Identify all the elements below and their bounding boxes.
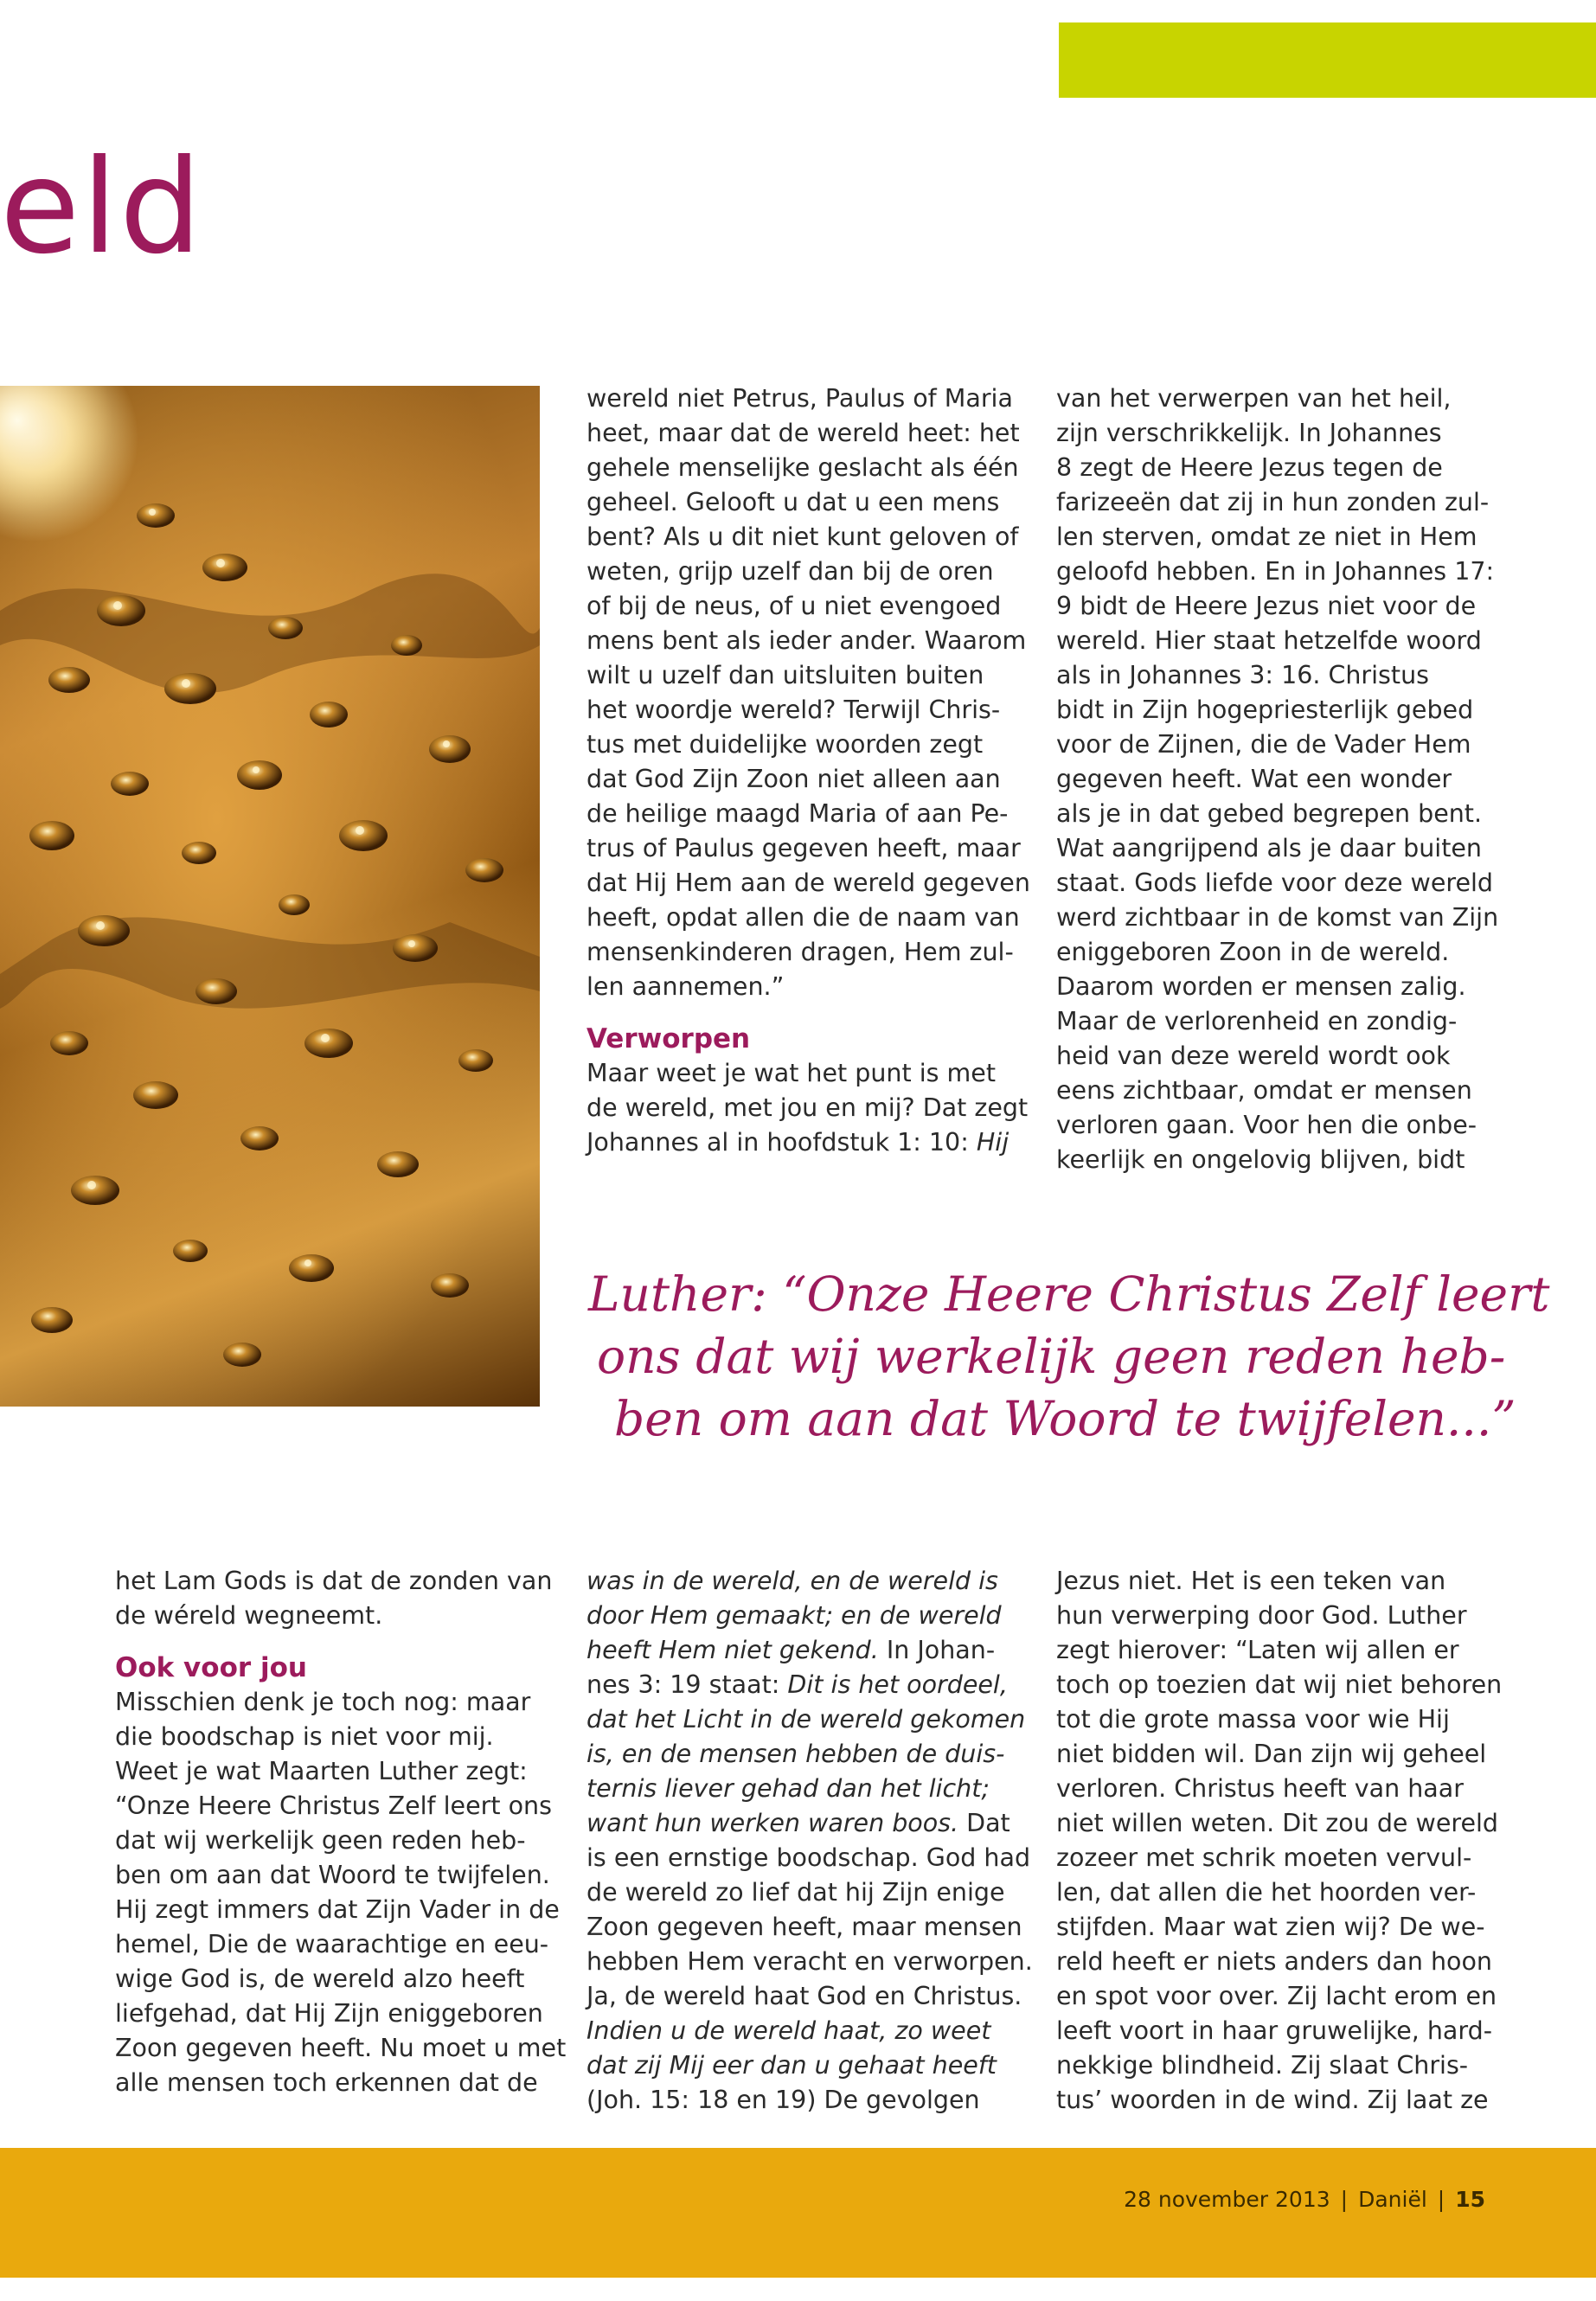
text-line: als je in dat gebed begrepen bent. bbox=[1056, 799, 1483, 828]
text-line: hun verwerping door God. Luther bbox=[1056, 1601, 1467, 1630]
text-line: reld heeft er niets anders dan hoon bbox=[1056, 1947, 1492, 1976]
text-line: Daarom worden er mensen zalig. bbox=[1056, 972, 1466, 1001]
text-line: van het verwerpen van het heil, bbox=[1056, 384, 1452, 413]
text-line: zegt hierover: “Laten wij allen er bbox=[1056, 1636, 1459, 1664]
text-line: dat Hij Hem aan de wereld gegeven bbox=[586, 868, 1030, 897]
text-line: het Lam Gods is dat de zonden van bbox=[115, 1567, 553, 1595]
text-line: voor de Zijnen, die de Vader Hem bbox=[1056, 730, 1471, 759]
text-line: (Joh. 15: 18 en 19) De gevolgen bbox=[586, 2086, 980, 2114]
text-line: is een ernstige boodschap. God had bbox=[586, 1843, 1031, 1872]
text-line: Zoon gegeven heeft. Nu moet u met bbox=[115, 2034, 567, 2062]
text-line: gegeven heeft. Wat een wonder bbox=[1056, 765, 1452, 793]
text-line: Ja, de wereld haat God en Christus. bbox=[586, 1982, 1022, 2010]
text-line: de wéreld wegneemt. bbox=[115, 1601, 383, 1630]
text-line: tus met duidelijke woorden zegt bbox=[586, 730, 984, 759]
text-line: of bij de neus, of u niet evengoed bbox=[586, 592, 1002, 620]
text-line: de wereld, met jou en mij? Dat zegt bbox=[586, 1093, 1029, 1122]
text-line: mens bent als ieder ander. Waarom bbox=[586, 626, 1027, 655]
text-line: verloren. Christus heeft van haar bbox=[1056, 1774, 1464, 1803]
text-line bbox=[586, 1633, 1019, 1668]
text-line: eniggeboren Zoon in de wereld. bbox=[1056, 938, 1450, 966]
scripture-quote: heeft Hem niet gekend. bbox=[586, 1636, 879, 1664]
text-line: “Onze Heere Christus Zelf leert ons bbox=[115, 1791, 552, 1820]
text-line: heeft, opdat allen die de naam van bbox=[586, 903, 1020, 932]
text-line: tot die grote massa voor wie Hij bbox=[1056, 1705, 1450, 1734]
text-line: als in Johannes 3: 16. Christus bbox=[1056, 661, 1429, 689]
text-line: Jezus niet. Het is een teken van bbox=[1056, 1567, 1446, 1595]
text-line: dat zij Mij eer dan u gehaat heeft bbox=[586, 2051, 997, 2080]
text-line: het woordje wereld? Terwijl Chris- bbox=[586, 695, 1001, 724]
text-line: ternis liever gehad dan het licht; bbox=[586, 1774, 990, 1803]
text-line: dat wij werkelijk geen reden heb- bbox=[115, 1826, 526, 1855]
text-line: 8 zegt de Heere Jezus tegen de bbox=[1056, 453, 1443, 482]
text-line: wige God is, de wereld alzo heeft bbox=[115, 1965, 525, 1993]
text-line: Weet je wat Maarten Luther zegt: bbox=[115, 1757, 528, 1785]
text-line: en spot voor over. Zij lacht erom en bbox=[1056, 1982, 1497, 2010]
text-line bbox=[586, 1668, 1019, 1702]
article-photo bbox=[0, 386, 540, 1407]
text-line: niet bidden wil. Dan zijn wij geheel bbox=[1056, 1740, 1487, 1768]
text-line: leeft voort in haar gruwelijke, hard- bbox=[1056, 2016, 1492, 2045]
text-line: door Hem gemaakt; en de wereld bbox=[586, 1601, 1002, 1630]
text-line: Zoon gegeven heeft, maar mensen bbox=[586, 1913, 1022, 1941]
text-line: len sterven, omdat ze niet in Hem bbox=[1056, 522, 1477, 551]
footer-separator: | bbox=[1437, 2187, 1445, 2212]
text-line: geheel. Gelooft u dat u een mens bbox=[586, 488, 1000, 516]
text-line: hemel, Die de waarachtige en eeu- bbox=[115, 1930, 549, 1958]
article-column-top-right bbox=[1056, 381, 1499, 1177]
text-line: Wat aangrijpend als je daar buiten bbox=[1056, 834, 1482, 862]
text-line: zozeer met schrik moeten vervul- bbox=[1056, 1843, 1472, 1872]
text-line bbox=[586, 1125, 1019, 1160]
text-line: Maar de verlorenheid en zondig- bbox=[1056, 1007, 1458, 1035]
text-line: nekkige blindheid. Zij slaat Chris- bbox=[1056, 2051, 1469, 2080]
text-line: Maar weet je wat het punt is met bbox=[586, 1059, 997, 1087]
text-line: dat het Licht in de wereld gekomen bbox=[586, 1705, 1026, 1734]
text-line: niet willen weten. Dit zou de wereld bbox=[1056, 1809, 1498, 1837]
text-line: zijn verschrikkelijk. In Johannes bbox=[1056, 419, 1442, 447]
accent-color-bar bbox=[1059, 22, 1596, 98]
text-line: hebben Hem veracht en verworpen. bbox=[586, 1947, 1033, 1976]
text-line: eens zichtbaar, omdat er mensen bbox=[1056, 1076, 1472, 1105]
text-line: mensenkinderen dragen, Hem zul- bbox=[586, 938, 1014, 966]
text-line: is, en de mensen hebben de duis- bbox=[586, 1740, 1005, 1768]
text-line: bent? Als u dit niet kunt geloven of bbox=[586, 522, 1019, 551]
footer-separator: | bbox=[1340, 2187, 1349, 2212]
text-line: de wereld zo lief dat hij Zijn enige bbox=[586, 1878, 1005, 1907]
text-line: staat. Gods liefde voor deze wereld bbox=[1056, 868, 1494, 897]
pull-quote bbox=[588, 1263, 1548, 1450]
text-line: wereld. Hier staat hetzelfde woord bbox=[1056, 626, 1482, 655]
water-droplets-image bbox=[0, 386, 540, 1407]
page-headline: eld bbox=[0, 132, 204, 283]
text-line: die boodschap is niet voor mij. bbox=[115, 1722, 494, 1751]
text-fragment: In Johan- bbox=[878, 1636, 996, 1664]
text-line: wilt u uzelf dan uitsluiten buiten bbox=[586, 661, 984, 689]
section-heading-verworpen: Verworpen bbox=[586, 1023, 751, 1054]
text-line: len, dat allen die het hoorden ver- bbox=[1056, 1878, 1477, 1907]
text-line: was in de wereld, en de wereld is bbox=[586, 1567, 998, 1595]
text-line: Hij zegt immers dat Zijn Vader in de bbox=[115, 1895, 560, 1924]
article-column-top-left bbox=[586, 381, 1030, 1160]
text-line: trus of Paulus gegeven heeft, maar bbox=[586, 834, 1021, 862]
text-line: Misschien denk je toch nog: maar bbox=[115, 1688, 531, 1716]
text-line: 9 bidt de Heere Jezus niet voor de bbox=[1056, 592, 1477, 620]
text-line: stijfden. Maar wat zien wij? De we- bbox=[1056, 1913, 1485, 1941]
scripture-quote: want hun werken waren boos. bbox=[586, 1809, 959, 1837]
text-line: toch op toezien dat wij niet behoren bbox=[1056, 1670, 1503, 1699]
article-column-bottom-left bbox=[115, 1564, 567, 2100]
scripture-quote: Hij bbox=[976, 1128, 1010, 1157]
magazine-name: Daniël bbox=[1358, 2187, 1427, 2212]
pull-quote-line: Luther: “Onze Heere Christus Zelf leert bbox=[588, 1266, 1550, 1322]
text-fragment: Johannes al in hoofdstuk 1: 10: bbox=[586, 1128, 977, 1157]
text-fragment: nes 3: 19 staat: bbox=[586, 1670, 788, 1699]
text-line: weten, grijp uzelf dan bij de oren bbox=[586, 557, 994, 586]
pull-quote-line: ons dat wij werkelijk geen reden heb- bbox=[597, 1329, 1506, 1384]
text-fragment: Dat bbox=[958, 1809, 1010, 1837]
text-line: de heilige maagd Maria of aan Pe- bbox=[586, 799, 1009, 828]
article-column-bottom-middle bbox=[586, 1564, 1033, 2118]
text-line: alle mensen toch erkennen dat de bbox=[115, 2068, 538, 2097]
scripture-quote: Dit is het oordeel, bbox=[787, 1670, 1008, 1699]
page-number: 15 bbox=[1455, 2187, 1485, 2212]
text-line: verloren gaan. Voor hen die onbe- bbox=[1056, 1111, 1477, 1139]
text-line: heet, maar dat de wereld heet: het bbox=[586, 419, 1020, 447]
article-column-bottom-right bbox=[1056, 1564, 1503, 2118]
text-line: len aannemen.” bbox=[586, 972, 785, 1001]
text-line: ben om aan dat Woord te twijfelen. bbox=[115, 1861, 550, 1889]
issue-date: 28 november 2013 bbox=[1124, 2187, 1330, 2212]
page-footer bbox=[1124, 2185, 1485, 2214]
text-line: farizeeën dat zij in hun zonden zul- bbox=[1056, 488, 1490, 516]
text-line: werd zichtbaar in de komst van Zijn bbox=[1056, 903, 1499, 932]
text-line: Indien u de wereld haat, zo weet bbox=[586, 2016, 991, 2045]
text-line: heid van deze wereld wordt ook bbox=[1056, 1042, 1451, 1070]
text-line: gehele menselijke geslacht als één bbox=[586, 453, 1019, 482]
section-heading-ook-voor-jou: Ook voor jou bbox=[115, 1652, 307, 1683]
text-line: dat God Zijn Zoon niet alleen aan bbox=[586, 765, 1001, 793]
text-line: liefgehad, dat Hij Zijn eniggeboren bbox=[115, 1999, 543, 2028]
text-line: keerlijk en ongelovig blijven, bidt bbox=[1056, 1145, 1465, 1174]
text-line bbox=[586, 1806, 1019, 1841]
text-line: wereld niet Petrus, Paulus of Maria bbox=[586, 384, 1013, 413]
pull-quote-line: ben om aan dat Woord te twijfelen...” bbox=[614, 1391, 1516, 1446]
text-line: tus’ woorden in de wind. Zij laat ze bbox=[1056, 2086, 1489, 2114]
text-line: bidt in Zijn hogepriesterlijk gebed bbox=[1056, 695, 1474, 724]
text-line: geloofd hebben. En in Johannes 17: bbox=[1056, 557, 1495, 586]
